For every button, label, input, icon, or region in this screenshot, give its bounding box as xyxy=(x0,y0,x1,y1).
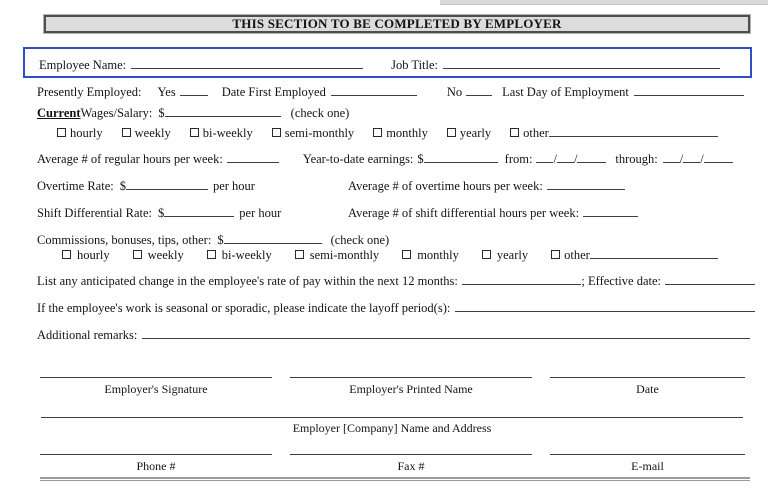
overtime-rate-input[interactable] xyxy=(126,187,208,190)
checkbox-wage-semimonthly[interactable] xyxy=(272,128,281,137)
ytd-earnings-label: Year-to-date earnings: xyxy=(302,152,414,166)
checkbox-comm-semimonthly[interactable] xyxy=(295,250,304,259)
comm-biweekly-label: bi-weekly xyxy=(221,248,272,262)
phone-label: Phone # xyxy=(136,459,176,473)
bottom-divider xyxy=(40,477,750,481)
overtime-rate-label: Overtime Rate: xyxy=(37,179,114,193)
wages-salary-label: Wages/Salary: xyxy=(80,106,153,120)
yes-label: Yes xyxy=(157,85,176,99)
regular-hours-input[interactable] xyxy=(227,160,279,163)
check-one-label: (check one) xyxy=(290,106,350,120)
slash: / xyxy=(573,152,578,166)
wage-semimonthly-label: semi-monthly xyxy=(284,126,355,140)
wage-amount-input[interactable] xyxy=(165,114,281,117)
employee-name-label: Employee Name: xyxy=(39,58,127,72)
from-year-input[interactable] xyxy=(577,160,606,163)
slash: / xyxy=(700,152,704,166)
last-day-input[interactable] xyxy=(634,93,744,96)
employer-printed-name-label: Employer's Printed Name xyxy=(349,382,473,396)
through-day-input[interactable] xyxy=(683,160,700,163)
email-line[interactable] xyxy=(550,454,745,474)
per-hour-label: per hour xyxy=(212,179,255,193)
dollar-sign: $ xyxy=(158,106,165,120)
checkbox-wage-biweekly[interactable] xyxy=(190,128,199,137)
checkbox-wage-hourly[interactable] xyxy=(57,128,66,137)
job-title-input[interactable] xyxy=(443,66,720,69)
effective-date-input[interactable] xyxy=(665,282,755,285)
regular-hours-label: Average # of regular hours per week: xyxy=(37,152,223,166)
contact-columns xyxy=(40,454,745,474)
section-header-title: THIS SECTION TO BE COMPLETED BY EMPLOYER xyxy=(232,16,562,31)
checkbox-comm-weekly[interactable] xyxy=(133,250,142,259)
commissions-row xyxy=(37,233,389,248)
shift-rate-input[interactable] xyxy=(164,214,234,217)
date-first-employed-label: Date First Employed xyxy=(221,85,326,99)
signature-columns xyxy=(40,377,745,397)
shift-rate-label: Shift Differential Rate: xyxy=(37,206,153,220)
wage-other-input[interactable] xyxy=(549,134,718,137)
employer-printed-name-line[interactable] xyxy=(290,377,532,397)
seasonal-label: If the employee's work is seasonal or sporadic, please indicate the layoff period(s): xyxy=(37,301,451,315)
seasonal-row xyxy=(37,301,755,316)
overtime-row xyxy=(37,179,754,194)
wage-biweekly-label: bi-weekly xyxy=(202,126,253,140)
checkbox-comm-monthly[interactable] xyxy=(402,250,411,259)
fax-label: Fax # xyxy=(397,459,425,473)
comm-hourly-label: hourly xyxy=(77,248,110,262)
through-month-input[interactable] xyxy=(663,160,680,163)
dollar-sign: $ xyxy=(217,233,224,247)
wage-yearly-label: yearly xyxy=(459,126,492,140)
overtime-hours-label: Average # of overtime hours per week: xyxy=(348,179,543,193)
pay-change-row xyxy=(37,274,755,289)
fax-line[interactable] xyxy=(290,454,532,474)
current-word: Current xyxy=(37,106,81,120)
presently-employed-label: Presently Employed: xyxy=(37,85,142,99)
employer-signature-label: Employer's Signature xyxy=(104,382,208,396)
presently-employed-row xyxy=(37,85,744,100)
commissions-amount-input[interactable] xyxy=(224,241,322,244)
no-label: No xyxy=(446,85,463,99)
from-month-input[interactable] xyxy=(536,160,553,163)
date-first-employed-input[interactable] xyxy=(331,93,417,96)
additional-remarks-label: Additional remarks: xyxy=(37,328,138,342)
phone-line[interactable] xyxy=(40,454,272,474)
comm-other-label: other xyxy=(564,248,590,262)
email-label: E-mail xyxy=(631,459,664,473)
yes-blank[interactable] xyxy=(180,93,208,96)
wage-monthly-label: monthly xyxy=(386,126,428,140)
company-name-address-label: Employer [Company] Name and Address xyxy=(292,421,492,435)
shift-hours-input[interactable] xyxy=(583,214,638,217)
company-name-address-line[interactable] xyxy=(41,417,743,436)
checkbox-wage-weekly[interactable] xyxy=(122,128,131,137)
checkbox-wage-monthly[interactable] xyxy=(373,128,382,137)
shift-hours-label: Average # of shift differential hours per week: xyxy=(348,206,580,220)
wage-hourly-label: hourly xyxy=(70,126,103,140)
shift-differential-row xyxy=(37,206,754,221)
checkbox-wage-other[interactable] xyxy=(510,128,519,137)
overtime-hours-input[interactable] xyxy=(547,187,625,190)
from-day-input[interactable] xyxy=(557,160,574,163)
wage-other-label: other xyxy=(523,126,549,140)
checkbox-comm-hourly[interactable] xyxy=(62,250,71,259)
remarks-row xyxy=(37,328,750,343)
additional-remarks-input[interactable] xyxy=(142,336,750,339)
date-line[interactable] xyxy=(550,377,745,397)
checkbox-comm-yearly[interactable] xyxy=(482,250,491,259)
commissions-frequency-checkbox-row xyxy=(62,248,718,263)
dollar-sign: $ xyxy=(417,152,424,166)
checkbox-comm-other[interactable] xyxy=(551,250,560,259)
pay-change-input[interactable] xyxy=(462,282,582,285)
per-hour-label: per hour xyxy=(239,206,282,220)
comm-yearly-label: yearly xyxy=(496,248,529,262)
no-blank[interactable] xyxy=(466,93,492,96)
comm-weekly-label: weekly xyxy=(147,248,184,262)
ytd-earnings-input[interactable] xyxy=(424,160,498,163)
slash: / xyxy=(553,152,557,166)
employee-identity-box xyxy=(23,47,752,78)
current-wages-row xyxy=(37,106,349,121)
wage-weekly-label: weekly xyxy=(134,126,171,140)
last-day-label: Last Day of Employment xyxy=(502,85,629,99)
employee-name-input[interactable] xyxy=(131,66,363,69)
through-label: through: xyxy=(615,152,658,166)
slash: / xyxy=(679,152,684,166)
checkbox-comm-biweekly[interactable] xyxy=(207,250,216,259)
check-one-label: (check one) xyxy=(330,233,390,247)
commissions-label: Commissions, bonuses, tips, other: xyxy=(37,233,212,247)
pay-change-label: List any anticipated change in the employee's rate of pay within the next 12 months: xyxy=(37,274,458,288)
page-edge-strip xyxy=(440,0,768,5)
section-header xyxy=(44,15,750,33)
from-label: from: xyxy=(504,152,533,166)
effective-date-label: ; Effective date: xyxy=(581,274,661,288)
through-year-input[interactable] xyxy=(704,160,733,163)
wage-frequency-checkbox-row xyxy=(57,126,718,141)
comm-monthly-label: monthly xyxy=(417,248,459,262)
employer-signature-line[interactable] xyxy=(40,377,272,397)
hours-earnings-row xyxy=(37,152,754,167)
comm-semimonthly-label: semi-monthly xyxy=(309,248,380,262)
dollar-sign: $ xyxy=(119,179,126,193)
layoff-period-input[interactable] xyxy=(455,309,755,312)
date-label: Date xyxy=(636,382,659,396)
comm-other-input[interactable] xyxy=(590,256,718,259)
dollar-sign: $ xyxy=(158,206,165,220)
checkbox-wage-yearly[interactable] xyxy=(447,128,456,137)
job-title-label: Job Title: xyxy=(391,58,439,72)
